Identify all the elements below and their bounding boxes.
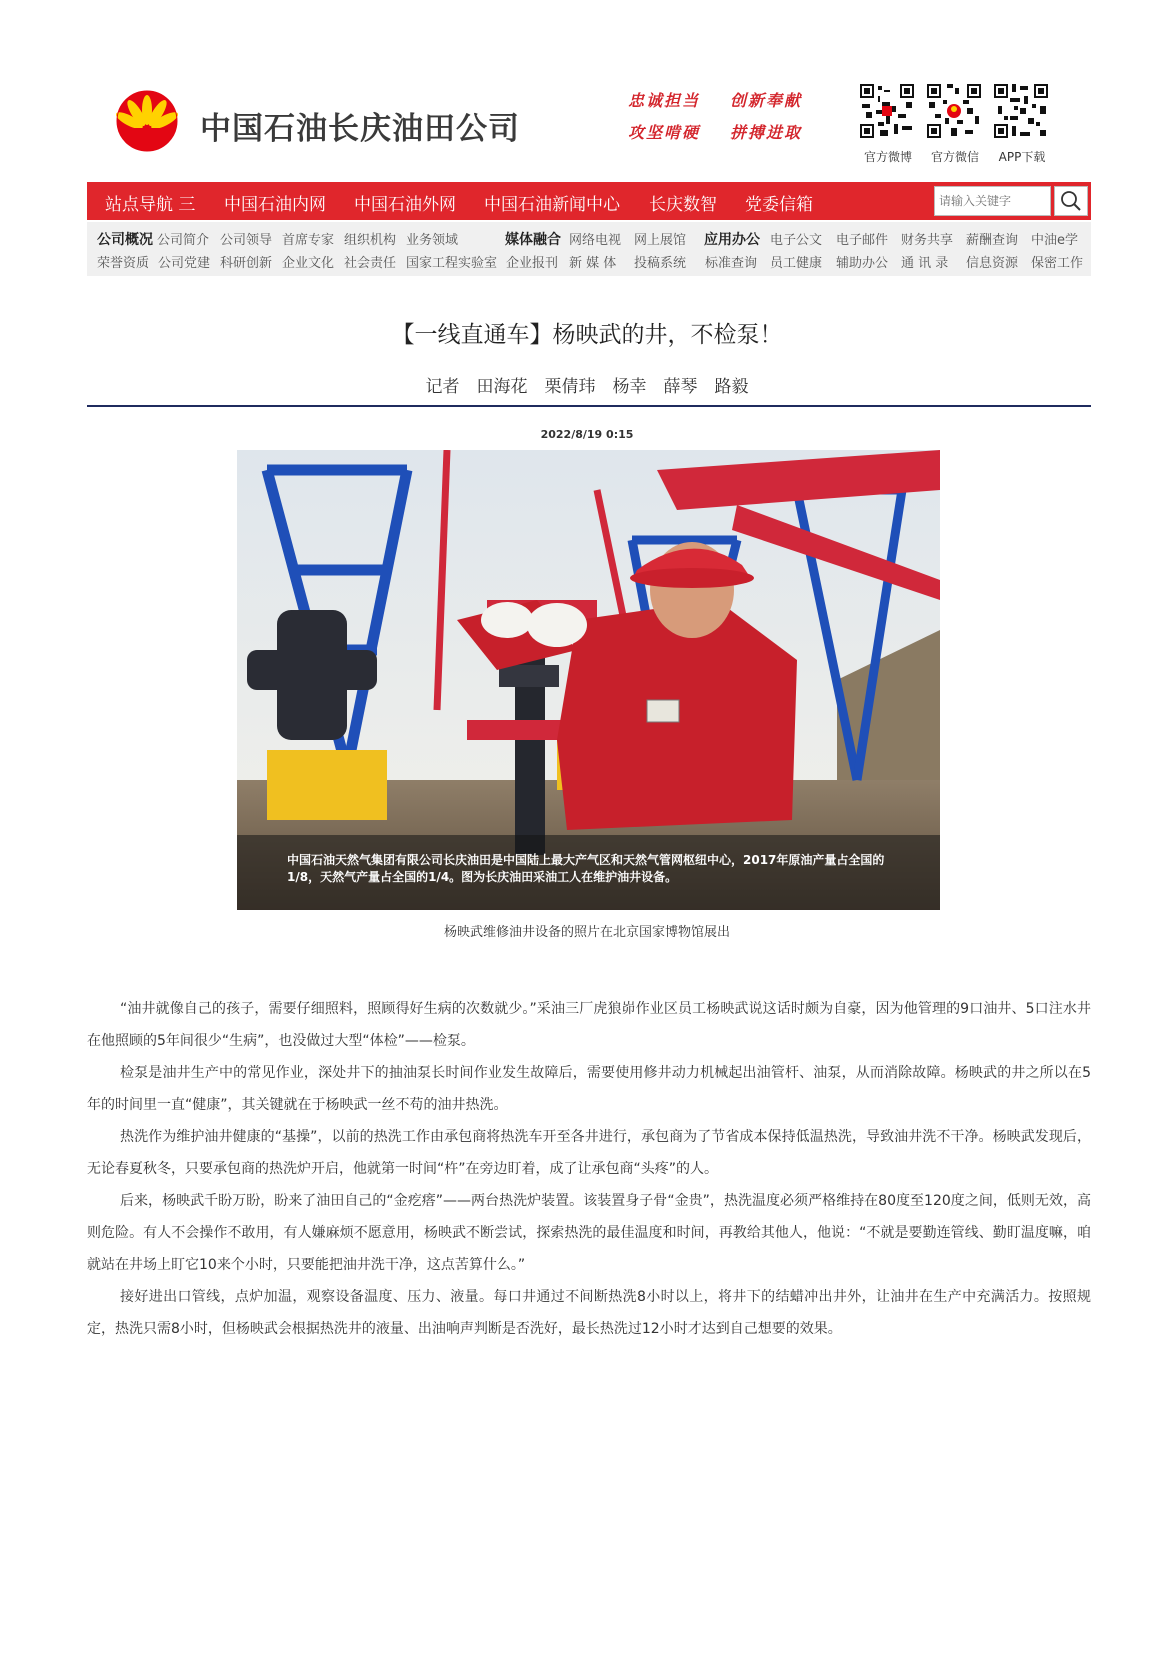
article-date: 2022/8/19 0:15 (540, 428, 634, 441)
nav-site-menu[interactable]: 站点导航 三 (105, 195, 196, 215)
sub-nav-link[interactable]: 中油e学 (1031, 233, 1078, 248)
nav-petrochina-extranet[interactable]: 中国石油外网 (354, 195, 456, 215)
main-nav (87, 182, 1091, 220)
article-paragraph: 接好进出口管线，点炉加温，观察设备温度、压力、液量。每口井通过不间断热洗8小时以上，将井下的结蜡冲出井外，让油井在生产中充满活力。按照规定，热洗只需8小时，但杨映武会根据热洗井的液量、出油响声判断是否洗好，最长热洗过12小时才达到自己想要的效果。 (87, 1289, 1091, 1337)
nav-party-mailbox[interactable]: 党委信箱 (745, 195, 813, 215)
slogan: 忠诚担当 (628, 91, 701, 110)
sub-nav-link[interactable]: 电子邮件 (836, 233, 889, 248)
sub-nav-link[interactable]: 荣誉资质 (97, 256, 150, 271)
sub-nav-link[interactable]: 业务领域 (406, 233, 459, 248)
search-input[interactable] (935, 187, 1050, 215)
sub-nav-row (87, 229, 1091, 251)
sub-nav (87, 222, 1091, 276)
photo-overlay-text: 中国石油天然气集团有限公司长庆油田是中国陆上最大产气区和天然气管网枢纽中心，2017年原油产量占全国的1/8，天然气产量占全国的1/4。图为长庆油田采油工人在维护油井设备。 (287, 853, 885, 884)
sub-nav-link[interactable]: 通 讯 录 (901, 256, 949, 271)
qr-label: 官方微信 (930, 150, 979, 164)
slogan: 攻坚啃硬 (628, 123, 701, 142)
article-paragraph: 检泵是油井生产中的常见作业，深处井下的抽油泵长时间作业发生故障后，需要使用修井动力机械起出油管杆、油泵，从而消除故障。杨映武的井之所以在5年的时间里一直“健康”，其关键就在于杨映武一丝不苟的油井热洗。 (87, 1065, 1091, 1113)
sub-nav-heading: 公司概况 (97, 232, 153, 248)
article-body (87, 993, 1091, 1345)
search-box (934, 186, 1051, 216)
sub-nav-link[interactable]: 公司党建 (158, 256, 211, 271)
title-divider (87, 405, 1091, 407)
search-button[interactable] (1054, 186, 1088, 216)
sub-nav-link[interactable]: 网上展馆 (634, 233, 687, 248)
oil-worker-photo (237, 450, 940, 910)
qr-label: APP下载 (998, 150, 1046, 164)
nav-news-center[interactable]: 中国石油新闻中心 (484, 195, 620, 215)
sub-nav-link[interactable]: 企业文化 (282, 256, 335, 271)
sub-nav-link[interactable]: 薪酬查询 (966, 233, 1019, 248)
sub-nav-link[interactable]: 投稿系统 (634, 256, 687, 271)
sub-nav-link[interactable]: 信息资源 (966, 256, 1019, 271)
qr-code-icon (992, 82, 1050, 140)
article-paragraph: “油井就像自己的孩子，需要仔细照料，照顾得好生病的次数就少。”采油三厂虎狼峁作业区员工杨映武说这话时颇为自豪，因为他管理的9口油井、5口注水井在他照顾的5年间很少“生病”，也没做过大型“体检”——检泵。 (87, 1001, 1091, 1049)
sub-nav-row (87, 252, 1091, 274)
qr-code-icon (858, 82, 916, 140)
slogan: 拼搏进取 (730, 123, 803, 142)
sub-nav-link[interactable]: 科研创新 (220, 256, 273, 271)
sub-nav-link[interactable]: 辅助办公 (836, 256, 889, 271)
sub-nav-link[interactable]: 公司简介 (157, 233, 210, 248)
qr-app[interactable] (992, 82, 1052, 165)
qr-code-icon (925, 82, 983, 140)
qr-weibo[interactable] (858, 82, 918, 165)
sub-nav-link[interactable]: 财务共享 (901, 233, 954, 248)
photo-caption: 杨映武维修油井设备的照片在北京国家博物馆展出 (443, 925, 730, 940)
sub-nav-link[interactable]: 保密工作 (1031, 256, 1084, 271)
company-name: 中国石油长庆油田公司 (200, 111, 520, 147)
qr-label: 官方微博 (863, 150, 912, 164)
sub-nav-link[interactable]: 标准查询 (705, 256, 758, 271)
sub-nav-link[interactable]: 新 媒 体 (569, 256, 617, 271)
sub-nav-heading: 应用办公 (704, 232, 760, 248)
site-header (0, 0, 1174, 176)
nav-petrochina-intranet[interactable]: 中国石油内网 (224, 195, 326, 215)
sub-nav-link[interactable]: 首席专家 (282, 233, 335, 248)
article-paragraph: 热洗作为维护油井健康的“基操”，以前的热洗工作由承包商将热洗车开至各井进行，承包商为了节省成本保持低温热洗，导致油井洗不干净。杨映武发现后，无论春夏秋冬，只要承包商的热洗炉开启，他就第一时间“杵”在旁边盯着，成了让承包商“头疼”的人。 (87, 1129, 1091, 1177)
sub-nav-link[interactable]: 组织机构 (344, 233, 397, 248)
sub-nav-link[interactable]: 企业报刊 (506, 256, 559, 271)
sub-nav-link[interactable]: 电子公文 (770, 233, 823, 248)
article-authors: 记者 田海花 栗倩玮 杨幸 薛琴 路毅 (425, 377, 749, 397)
sub-nav-link[interactable]: 员工健康 (770, 256, 823, 271)
sub-nav-link[interactable]: 社会责任 (344, 256, 397, 271)
sub-nav-link[interactable]: 国家工程实验室 (406, 256, 498, 271)
petrochina-logo-icon[interactable] (116, 90, 178, 152)
slogan: 创新奉献 (730, 91, 803, 110)
nav-changqing-digital[interactable]: 长庆数智 (649, 195, 717, 215)
search-icon (1060, 190, 1082, 212)
sub-nav-link[interactable]: 公司领导 (220, 233, 273, 248)
sub-nav-heading: 媒体融合 (505, 232, 561, 248)
sub-nav-link[interactable]: 网络电视 (569, 233, 622, 248)
article-photo (237, 450, 940, 910)
article-paragraph: 后来，杨映武千盼万盼，盼来了油田自己的“金疙瘩”——两台热洗炉装置。该装置身子骨“金贵”，热洗温度必须严格维持在80度至120度之间，低则无效，高则危险。有人不会操作不敢用，有人嫌麻烦不愿意用，杨映武不断尝试，探索热洗的最佳温度和时间，再教给其他人，他说：“不就是要勤连管线、勤盯温度嘛，咱就站在井场上盯它10来个小时，只要能把油井洗干净，这点苦算什么。” (87, 1193, 1091, 1273)
article-title: 【一线直通车】杨映武的井，不检泵！ (391, 322, 783, 348)
qr-wechat[interactable] (925, 82, 985, 165)
